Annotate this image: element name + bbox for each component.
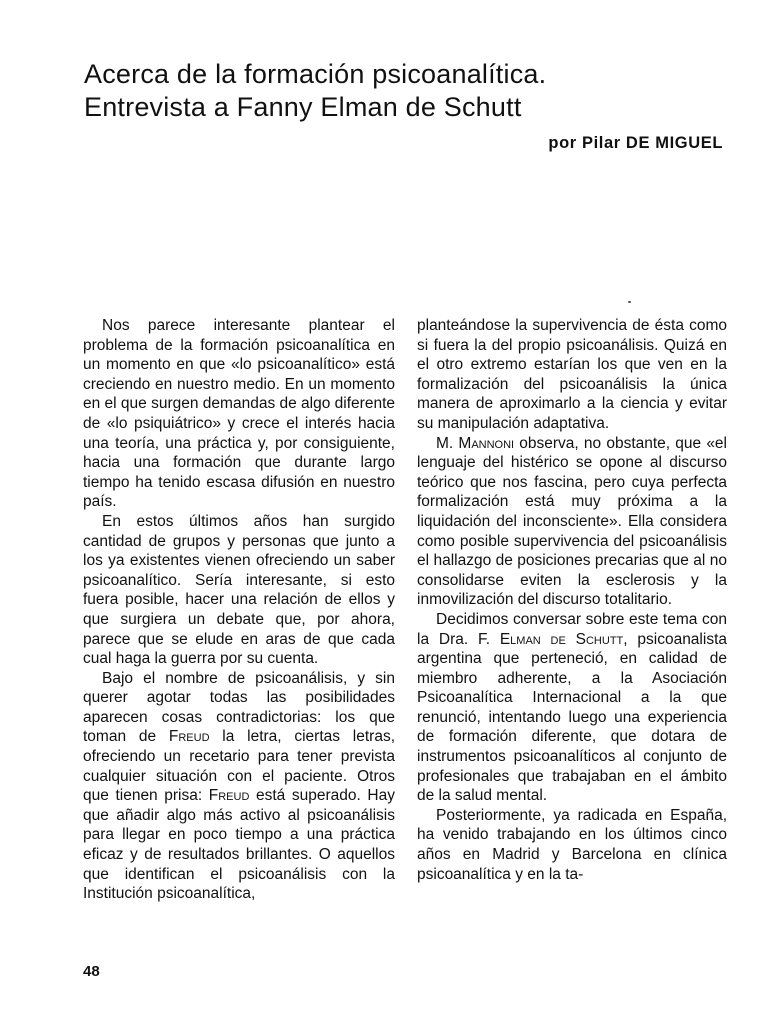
author-byline: por Pilar DE MIGUEL <box>548 134 723 152</box>
text-run: está superado. Hay que añadir algo más activo al psicoanálisis para llegar en poco tiempo a una práctica eficaz y de resultados brillantes. O aquellos que identifican el psicoanálisis con la Institución psicoanalítica, <box>83 787 395 903</box>
text-run: M. <box>436 434 459 452</box>
paragraph <box>417 434 727 610</box>
author-name-mannoni: Mannoni <box>458 434 515 452</box>
paragraph: planteándose la supervivencia de ésta como si fuera la del propio psicoanálisis. Quizá en el otro extremo estarían los que ven en la formalización del psicoanálisis la única manera de aproximarlo a la ciencia y evitar su manipulación adaptativa. <box>417 317 727 432</box>
paragraph: Nos parece interesante plantear el problema de la formación psicoanalítica en un momento en que «lo psicoanalítico» está creciendo en nuestro medio. En un momento en el que surgen demandas de algo diferente de «lo psiquiátrico» y crece el interés hacia una teoría, una práctica y, por consiguiente, hacia una formación que durante largo tiempo ha tenido escasa difusión en nuestro país. <box>83 317 395 511</box>
article-title <box>84 58 724 124</box>
interviewee-name: Elman de Schutt <box>499 630 624 648</box>
title-line-2: Entrevista a Fanny Elman de Schutt <box>84 92 522 122</box>
text-run: , psicoanalista argentina que perteneció, en calidad de miembro adherente, a la Asociación Psicoanalítica Internacional a la que renunció, intentando luego una experiencia de formación diferente, que dotara de instrumentos psicoanalíticos al conjunto de profesionales que trabajaban en el ámbito de la salud mental. <box>417 630 727 805</box>
page-number: 48 <box>83 963 100 980</box>
text-run: observa, no obstante, que «el lenguaje del histérico se opone al discurso teórico que nos fascina, pero cuya perfecta formalización está muy próxima a la liquidación del inconsciente». Ella considera como posible supervivencia del psicoanálisis el hallazgo de posiciones precarias que al no consolidarse eviten la esclerosis y la inmovilización del discurso totalitario. <box>417 434 727 609</box>
paragraph <box>83 669 395 904</box>
author-name-freud: Freud <box>168 728 210 746</box>
text-run: la letra, ciertas letras, ofreciendo un recetario para tener prevista cualquier situación con el paciente. Otros que tienen prisa: <box>83 728 395 805</box>
text-run: Bajo el nombre de psicoanálisis, y sin querer agotar todas las posibilidades aparecen cosas contradictorias: los que toman de <box>83 669 395 746</box>
left-column <box>83 316 395 904</box>
right-column <box>417 316 727 884</box>
print-speck <box>628 301 631 303</box>
title-line-1: Acerca de la formación psicoanalítica. <box>84 59 547 89</box>
paragraph: En estos últimos años han surgido cantidad de grupos y personas que junto a los ya existentes vienen ofreciendo un saber psicoanalítico. Sería interesante, si esto fuera posible, hacer una relación de ellos y que surgiera un debate que, por ahora, parece que se elude en aras de que cada cual haga la guerra por su cuenta. <box>83 512 395 668</box>
paragraph <box>417 610 727 806</box>
author-name-freud: Freud <box>208 787 250 805</box>
paragraph: Posteriormente, ya radicada en España, ha venido trabajando en los últimos cinco años en Madrid y Barcelona en clínica psicoanalítica y en la ta- <box>417 806 727 883</box>
text-run: Decidimos conversar sobre este tema con la Dra. F. <box>417 610 727 648</box>
